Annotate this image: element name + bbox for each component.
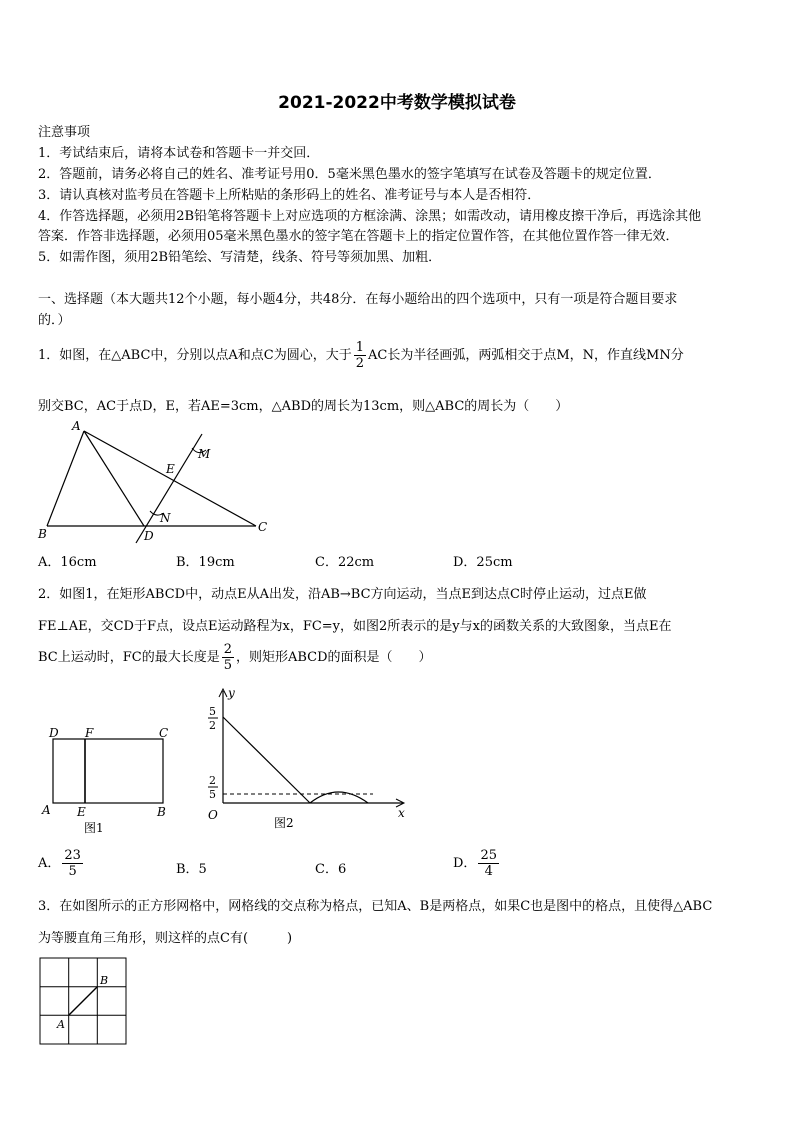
- q2-function-graph: [198, 685, 413, 835]
- question-2-line-3: [38, 642, 432, 673]
- label-y: y: [228, 686, 235, 700]
- label-b: B: [100, 974, 109, 987]
- label-a: A: [72, 419, 81, 433]
- label-d: D: [144, 529, 154, 543]
- label-a: A: [42, 803, 51, 817]
- q1-option-b[interactable]: B．19cm: [176, 555, 235, 570]
- notice-item: 3．请认真核对监考员在答题卡上所粘贴的条形码上的姓名、准考证号与本人是否相符．: [38, 188, 541, 203]
- q2-option-a[interactable]: A． $\frac{23}{5}$: [38, 848, 81, 879]
- fig2-caption: 图2: [274, 816, 294, 830]
- q1-text-a: 1．如图，在△ABC中，分别以点A和点C为圆心，大于: [38, 348, 352, 363]
- question-1-line-1: [38, 340, 684, 371]
- label-n: N: [160, 511, 171, 525]
- q1-option-a[interactable]: A．16cm: [38, 555, 97, 570]
- fig1-caption: 图1: [84, 821, 104, 835]
- q1-triangle-figure: [36, 418, 276, 548]
- tick-top-den: 2: [209, 719, 216, 732]
- segment-ab: [69, 987, 98, 1016]
- segment-ab: [47, 431, 84, 526]
- page-title: 2021-2022中考数学模拟试卷: [278, 93, 516, 113]
- question-2-line-1: 2．如图1，在矩形ABCD中，动点E从A出发，沿AB→BC方向运动，当点E到达点C时停止运动，过点E做: [38, 587, 647, 602]
- label-o: O: [208, 808, 218, 822]
- section-heading: 一、选择题（本大题共12个小题，每小题4分，共48分．在每小题给出的四个选项中，只有一项是符合题目要求: [38, 292, 678, 307]
- rect-abcd: [53, 739, 163, 803]
- notice-item: 答案．作答非选择题，必须用05毫米黑色墨水的签字笔在答题卡上的指定位置作答，在其他位置作答一律无效．: [38, 229, 679, 244]
- question-1-line-2: 别交BC，AC于点D，E，若AE=3cm，△ABD的周长为13cm，则△ABC的周长为（ ）: [38, 399, 569, 414]
- q2-option-d[interactable]: D． $\frac{25}{4}$: [453, 848, 497, 879]
- q1-text-b: AC长为半径画弧，两弧相交于点M，N，作直线MN分: [368, 348, 684, 363]
- q2-text-a: BC上运动时，FC的最大长度是: [38, 650, 220, 665]
- line-mn: [136, 434, 202, 543]
- q2-fraction: $\frac{2}{5}$: [223, 642, 232, 673]
- tick-mid-num: 2: [209, 774, 216, 787]
- label-d: D: [49, 726, 59, 740]
- notice-item: 2．答题前，请务必将自己的姓名、准考证号用0．5毫米黑色墨水的签字笔填写在试卷及答题卡的规定位置．: [38, 167, 661, 182]
- q2-option-c[interactable]: C．6: [315, 862, 347, 877]
- q2-rectangle-figure: [40, 722, 180, 837]
- label-e: E: [166, 462, 175, 476]
- graph-line: [223, 717, 310, 803]
- q2-option-b[interactable]: B．5: [176, 862, 207, 877]
- question-3-line-2: 为等腰直角三角形，则这样的点C有( ): [38, 931, 293, 946]
- label-f: F: [85, 726, 94, 740]
- section-heading-cont: 的．）: [38, 313, 71, 328]
- label-b: B: [157, 805, 166, 819]
- notice-item: 1．考试结束后，请将本试卷和答题卡一并交回．: [38, 146, 320, 161]
- label-b: B: [38, 527, 47, 541]
- label-e: E: [77, 805, 86, 819]
- q1-option-c[interactable]: C．22cm: [315, 555, 375, 570]
- tick-mid-den: 5: [209, 788, 216, 801]
- notice-item: 5．如需作图，须用2B铅笔绘、写清楚，线条、符号等须加黑、加粗．: [38, 250, 442, 265]
- label-c: C: [258, 520, 268, 534]
- q1-fraction: $\frac{1}{2}$: [355, 340, 365, 371]
- q1-option-d[interactable]: D．25cm: [453, 555, 513, 570]
- q2-text-b: ，则矩形ABCD的面积是（ ）: [236, 650, 432, 665]
- notice-heading: 注意事项: [38, 125, 91, 140]
- tick-top-num: 5: [209, 705, 216, 718]
- label-c: C: [159, 726, 169, 740]
- label-x: x: [398, 806, 405, 820]
- label-m: M: [198, 447, 211, 461]
- question-2-line-2: FE⊥AE，交CD于F点，设点E运动路程为x，FC=y，如图2所表示的是y与x的函数关系的大致图象，当点E在: [38, 619, 672, 634]
- q3-grid-figure: [38, 956, 130, 1048]
- question-3-line-1: 3．在如图所示的正方形网格中，网格线的交点称为格点，已知A、B是两格点，如果C也是图中的格点，且使得△ABC: [38, 899, 713, 914]
- segment-ad: [84, 431, 144, 526]
- label-a: A: [57, 1018, 65, 1031]
- notice-item: 4．作答选择题，必须用2B铅笔将答题卡上对应选项的方框涂满、涂黑；如需改动，请用橡皮擦干净后，再选涂其他: [38, 209, 702, 224]
